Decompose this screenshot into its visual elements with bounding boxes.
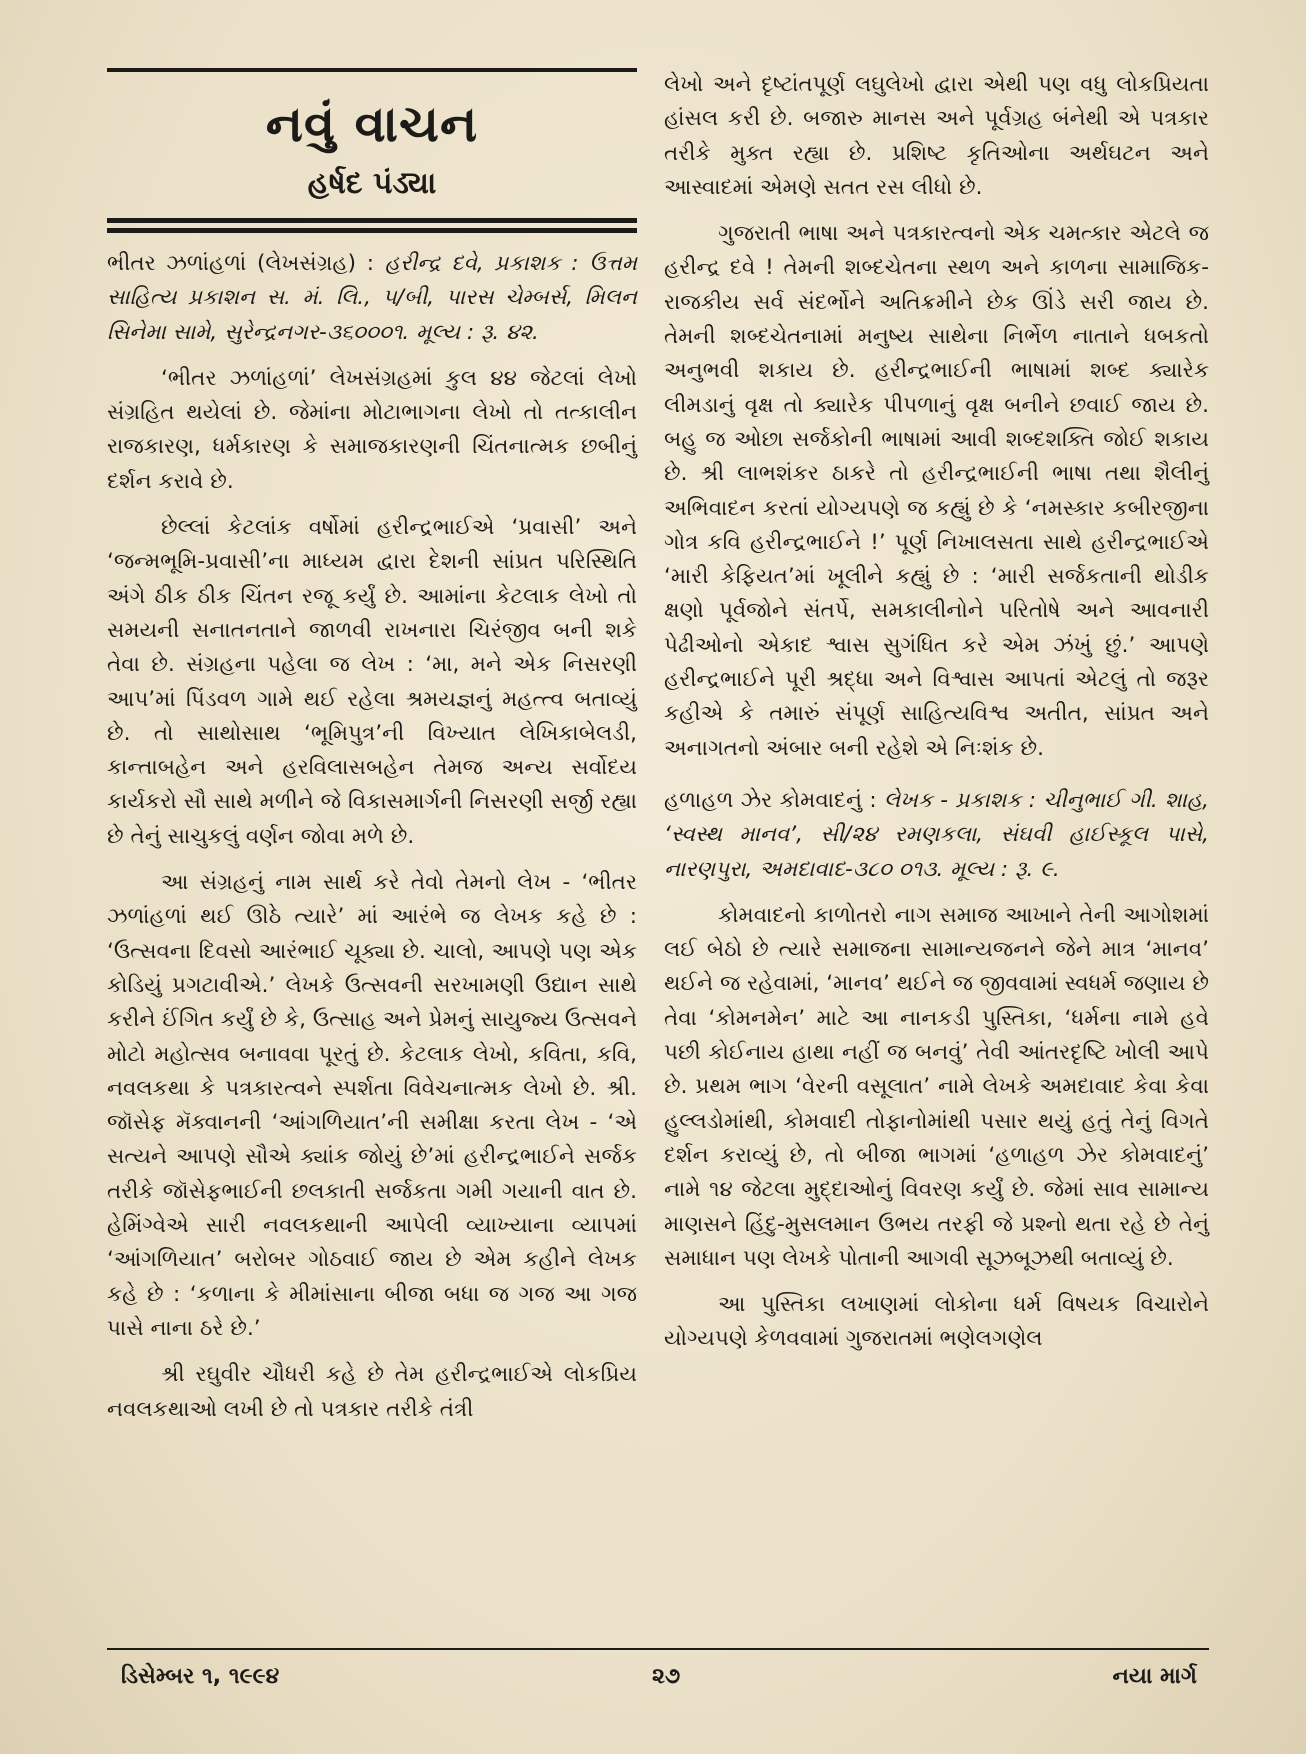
section-header: [107, 94, 637, 204]
book1-paragraph-4: શ્રી રઘુવીર ચૌધરી કહે છે તેમ હરીન્દ્રભાઈએ લોકપ્રિય નવલકથાઓ લખી છે તો પત્રકાર તરીકે તંત્રી: [107, 1362, 637, 1422]
header-double-rule: [107, 218, 637, 233]
book2-entry: [664, 784, 1209, 887]
book1-title: ભીતર ઝળાંહળાં (લેખસંગ્રહ) :: [107, 251, 385, 276]
top-rule: [107, 68, 637, 72]
book1-paragraph-5: લેખો અને દૃષ્ટાંતપૂર્ણ લઘુલેખો દ્વારા એથી પણ વધુ લોકપ્રિયતા હાંસલ કરી છે. બજારુ માનસ અને પૂર્વગ્રહ બંનેથી એ પત્રકાર તરીકે મુક્ત રહ્યા છે. પ્રશિષ્ટ કૃતિઓના અર્થઘટન અને આસ્વાદમાં એમણે સતત રસ લીધો છે.: [664, 72, 1209, 200]
column-author: હર્ષદ પંડ્યા: [307, 166, 437, 201]
book1-paragraph-1: ‘ભીતર ઝળાંહળાં’ લેખસંગ્રહમાં કુલ ૪૪ જેટલાં લેખો સંગ્રહિત થયેલાં છે. જેમાંના મોટાભાગના લેખો તો તત્કાલીન રાજકારણ, ધર્મકારણ કે સમાજકારણની ચિંતનાત્મક છબીનું દર્શન કરાવે છે.: [107, 365, 637, 494]
book2-paragraph-2: આ પુસ્તિકા લખાણમાં લોકોના ધર્મ વિષયક વિચારોને યોગ્યપણે કેળવવામાં ગુજરાતમાં ભણેલગણેલ: [664, 1292, 1209, 1352]
book1-paragraph-2: છેલ્લાં કેટલાંક વર્ષોમાં હરીન્દ્રભાઈએ ‘પ્રવાસી’ અને ‘જન્મભૂમિ-પ્રવાસી’ના માધ્યમ દ્વારા દેશની સાંપ્રત પરિસ્થિતિ અંગે ઠીક ઠીક ચિંતન રજૂ કર્યું છે. આમાંના કેટલાક લેખો તો સમયની સનાતનતાને જાળવી રાખનારા ચિરંજીવ બની શકે તેવા છે. સંગ્રહના પહેલા જ લેખ : ‘મા, મને એક નિસરણી આપ’માં પિંડવળ ગામે થઈ રહેલા શ્રમયજ્ઞનું મહત્ત્વ બતાવ્યું છે. તો સાથોસાથ ‘ભૂમિપુત્ર’ની વિખ્યાત લેખિકાબેલડી, કાન્તાબહેન અને હરવિલાસબહેન તેમજ અન્ય સર્વોદય કાર્યકરો સૌ સાથે મળીને જે વિકાસમાર્ગની નિસરણી સર્જી રહ્યા છે તેનું સાચુકલું વર્ણન જોવા મળે છે.: [107, 515, 637, 849]
book1-paragraph-6: ગુજરાતી ભાષા અને પત્રકારત્વનો એક ચમત્કાર એટલે જ હરીન્દ્ર દવે ! તેમની શબ્દચેતના સ્થળ અને કાળના સામાજિક-રાજકીય સર્વ સંદર્ભોને અતિક્રમીને છેક ઊંડે સરી જાય છે. તેમની શબ્દચેતનામાં મનુષ્ય સાથેના નિર્ભેળ નાતાને ધબકતો અનુભવી શકાય છે. હરીન્દ્રભાઈની ભાષામાં શબ્દ ક્યારેક લીમડાનું વૃક્ષ તો ક્યારેક પીપળાનું વૃક્ષ બનીને છવાઈ જાય છે. બહુ જ ઓછા સર્જકોની ભાષામાં આવી શબ્દશક્તિ જોઈ શકાય છે. શ્રી લાભશંકર ઠાકરે તો હરીન્દ્રભાઈની ભાષા તથા શૈલીનું અભિવાદન કરતાં યોગ્યપણે જ કહ્યું છે કે ‘નમસ્કાર કબીરજીના ગોત્ર કવિ હરીન્દ્રભાઈને !’ પૂર્ણ નિખાલસતા સાથે હરીન્દ્રભાઈએ ‘મારી કેફિયત’માં ખૂલીને કહ્યું છે : ‘મારી સર્જકતાની થોડીક ક્ષણો પૂર્વજોને સંતર્પે, સમકાલીનોને પરિતોષે અને આવનારી પેઢીઓનો એકાદ શ્વાસ સુગંધિત કરે એમ ઝંખું છું.’ આપણે હરીન્દ્રભાઈને પૂરી શ્રદ્ધા અને વિશ્વાસ આપતાં એટલું તો જરૂર કહીએ કે તમારું સંપૂર્ણ સાહિત્યવિશ્વ અતીત, સાંપ્રત અને અનાગતનો અંબાર બની રહેશે એ નિઃશંક છે.: [664, 221, 1209, 761]
footer-rule: [107, 1648, 1209, 1650]
book1-entry: [107, 247, 637, 350]
book2-details: લેખક - પ્રકાશક : ચીનુભાઈ ગી. શાહ, ‘સ્વસ્થ માનવ’, સી/૨૪ રમણકલા, સંઘવી હાઈસ્કૂલ પાસે, નારણપુરા, અમદાવાદ-૩૮૦ ૦૧૩. મૂલ્ય : રૂ. ૯.: [664, 787, 1209, 882]
book1-details: હરીન્દ્ર દવે, પ્રકાશક : ઉત્તમ સાહિત્ય પ્રકાશન સ. મં. લિ., ૫/બી, પારસ ચેમ્બર્સ, મિલન સિનેમા સામે, સુરેન્દ્રનગર-૩૬૦૦૦૧. મૂલ્ય : રૂ. ૪૨.: [107, 251, 637, 345]
book1-paragraph-3: આ સંગ્રહનું નામ સાર્થ કરે તેવો તેમનો લેખ - ‘ભીતર ઝળાંહળાં થઈ ઊઠે ત્યારે’ માં આરંભે જ લેખક કહે છે : ‘ઉત્સવના દિવસો આરંભાઈ ચૂક્યા છે. ચાલો, આપણે પણ એક કોડિયું પ્રગટાવીએ.’ લેખકે ઉત્સવની સરખામણી ઉદ્યાન સાથે કરીને ઈંગિત કર્યું છે કે, ઉત્સાહ અને પ્રેમનું સાયુજ્ય ઉત્સવને મોટો મહોત્સવ બનાવવા પૂરતું છે. કેટલાક લેખો, કવિતા, કવિ, નવલકથા કે પત્રકારત્વને સ્પર્શતા વિવેચનાત્મક લેખો છે. શ્રી. જૉસેફ મૅક્વાનની ‘આંગળિયાત’ની સમીક્ષા કરતા લેખ - ‘એ સત્યને આપણે સૌએ ક્યાંક જોયું છે’માં હરીન્દ્રભાઈને સર્જક તરીકે જૉસેફભાઈની છલકાતી સર્જકતા ગમી ગયાની વાત છે. હેમિંગ્વેએ સારી નવલકથાની આપેલી વ્યાખ્યાના વ્યાપમાં ‘આંગળિયાત’ બરોબર ગોઠવાઈ જાય છે એમ કહીને લેખક કહે છે : ‘કળાના કે મીમાંસાના બીજા બધા જ ગજ આ ગજ પાસે નાના ઠરે છે.’: [107, 870, 637, 1341]
book2-paragraph-1: કોમવાદનો કાળોતરો નાગ સમાજ આખાને તેની આગોશમાં લઈ બેઠો છે ત્યારે સમાજના સામાન્યજનને જેને માત્ર ‘માનવ’ થઈને જ રહેવામાં, ‘માનવ’ થઈને જ જીવવામાં સ્વધર્મ જણાય છે તેવા ‘કોમનમેન’ માટે આ નાનકડી પુસ્તિકા, ‘ધર્મના નામે હવે પછી કોઈનાય હાથા નહીં જ બનવું’ તેવી આંતરદૃષ્ટિ ખોલી આપે છે. પ્રથમ ભાગ ‘વેરની વસૂલાત’ નામે લેખકે અમદાવાદ કેવા કેવા હુલ્લડોમાંથી, કોમવાદી તોફાનોમાંથી પસાર થયું હતું તેનું વિગતે દર્શન કરાવ્યું છે, તો બીજા ભાગમાં ‘હળાહળ ઝેર કોમવાદનું’ નામે ૧૪ જેટલા મુદ્દાઓનું વિવરણ કર્યું છે. જેમાં સાવ સામાન્ય માણસને હિંદુ-મુસલમાન ઉભય તરફી જે પ્રશ્નો થતા રહે છે તેનું સમાધાન પણ લેખકે પોતાની આગવી સૂઝબૂઝથી બતાવ્યું છે.: [664, 902, 1209, 1271]
page-footer: [107, 1648, 1209, 1692]
book2-title: હળાહળ ઝેર કોમવાદનું :: [664, 787, 884, 813]
magazine-name: નયા માર્ગ: [1112, 1664, 1197, 1689]
page-number: ૨૭: [652, 1664, 681, 1689]
left-column: [107, 68, 637, 1427]
issue-date: ડિસેમ્બર ૧, ૧૯૯૪: [121, 1664, 280, 1689]
section-title: નવું વાચન: [265, 95, 479, 153]
right-column: [664, 68, 1209, 1357]
